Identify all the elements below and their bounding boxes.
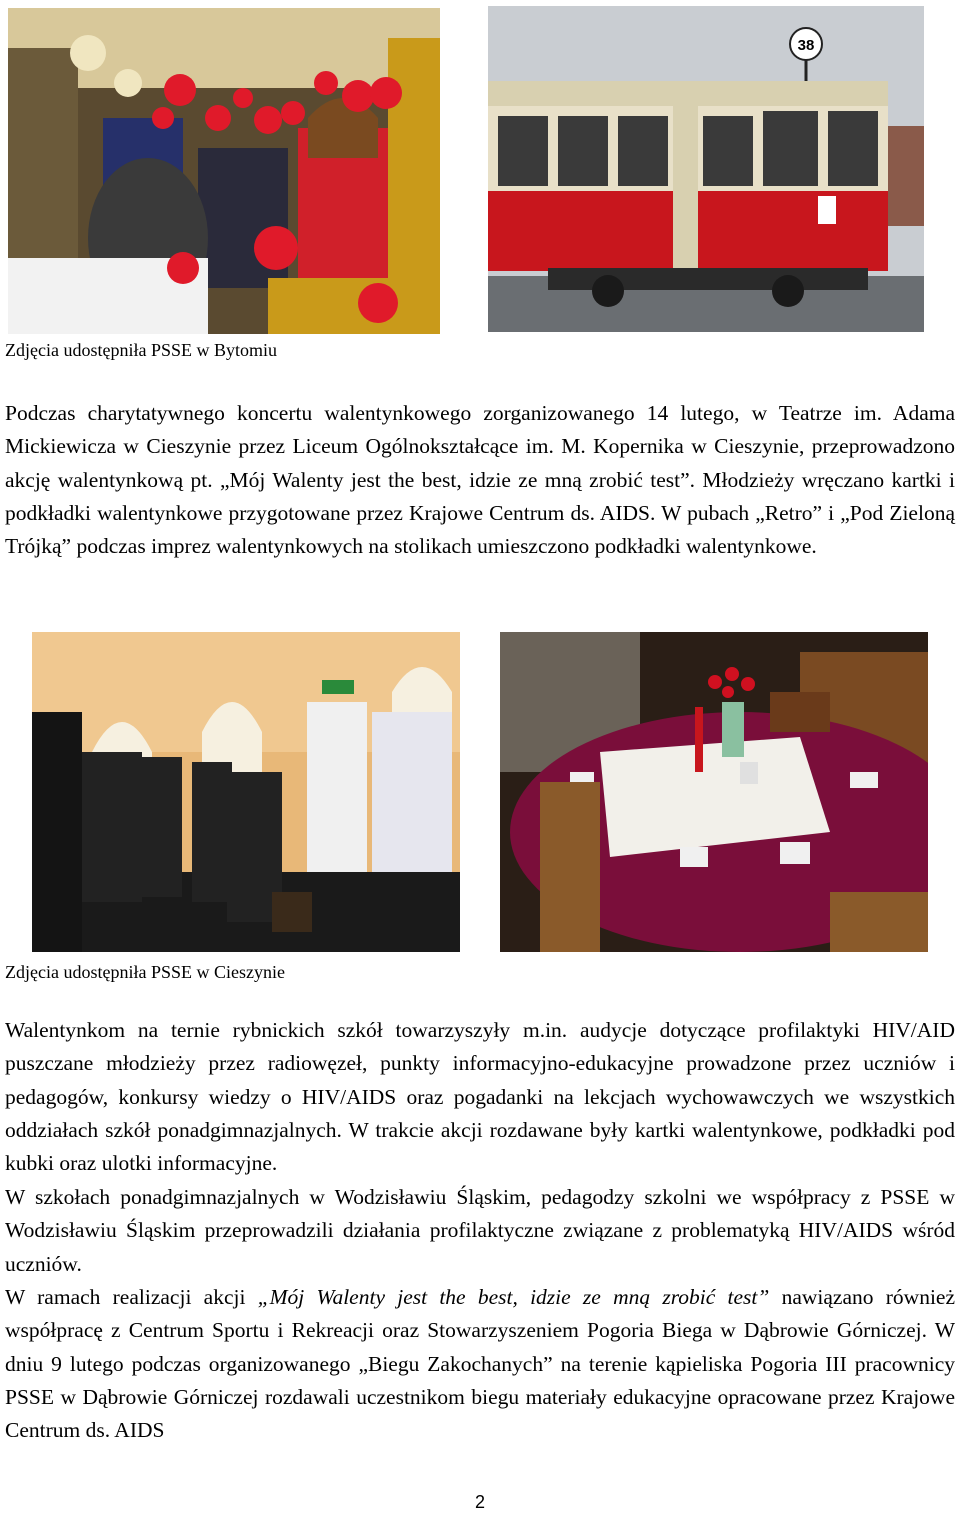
caption-bytom: Zdjęcia udostępniła PSSE w Bytomiu (5, 340, 277, 360)
campaign-slogan: „Mój Walenty jest the best, idzie ze mną zrobić test” (257, 1285, 770, 1309)
photo-theatre-foyer (32, 632, 460, 952)
photo-red-tram (488, 6, 924, 332)
paragraph-dabrowa-after: nawiązano również współpracę z Centrum Sportu i Rekreacji oraz Stowarzyszeniem Pogoria Biega w Dąbrowie Górniczej. W dniu 9 lutego podczas organizowanego „Biegu Zakochanych” na terenie kąpieliska Pogoria III pracownicy PSSE w Dąbrowie Górniczej rozdawali uczestnikom biegu materiały edukacyjne opracowane przez Krajowe Centrum ds. AIDS (5, 1285, 956, 1443)
tram-number-text: 38 (797, 37, 815, 54)
paragraph-wodzislaw: W szkołach ponadgimnazjalnych w Wodzisławiu Śląskim, pedagodzy szkolni we współpracy z PSSE w Wodzisławiu Śląskim przeprowadzili działania profilaktyczne związane z problematyką HIV/AIDS wśród uczniów. (5, 1185, 955, 1276)
paragraph-rybnik: Walentynkom na ternie rybnickich szkół towarzyszyły m.in. audycje dotyczące profilaktyki HIV/AID puszczane młodzieży przez radiowęzeł, punkty informacyjno-edukacyjne prowadzone przez uczniów i pedagogów, konkursy wiedzy o HIV/AIDS oraz pogadanki na lekcjach wychowawczych we wszystkich oddziałach szkół ponadgimnazjalnych. W trakcie akcji rozdawane były kartki walentynkowe, podkładki pod kubki oraz ulotki informacyjne. (5, 1018, 955, 1176)
paragraph-cieszyn-concert: Podczas charytatywnego koncertu walentynkowego zorganizowanego 14 lutego, w Teatrze im. Adama Mickiewicza w Cieszynie przez Liceum Ogólnokształcące im. M. Kopernika w Cieszynie, przeprowadzono akcję walentynkową pt. „Mój Walenty jest the best, idzie ze mną zrobić test”. Młodzieży wręczano kartki i podkładki walentynkowe przygotowane przez Krajowe Centrum ds. AIDS. W pubach „Retro” i „Pod Zieloną Trójką” podczas imprez walentynkowych na stolikach umieszczono podkładki walentynkowe. (5, 401, 955, 559)
paragraph-dabrowa-before: W ramach realizacji akcji (5, 1285, 258, 1309)
paragraph-dabrowa (5, 1281, 955, 1447)
photo-table-tulips (500, 632, 928, 952)
photo-tram-interior (8, 8, 440, 334)
page-number: 2 (474, 1492, 485, 1512)
caption-cieszyn: Zdjęcia udostępniła PSSE w Cieszynie (5, 962, 285, 982)
